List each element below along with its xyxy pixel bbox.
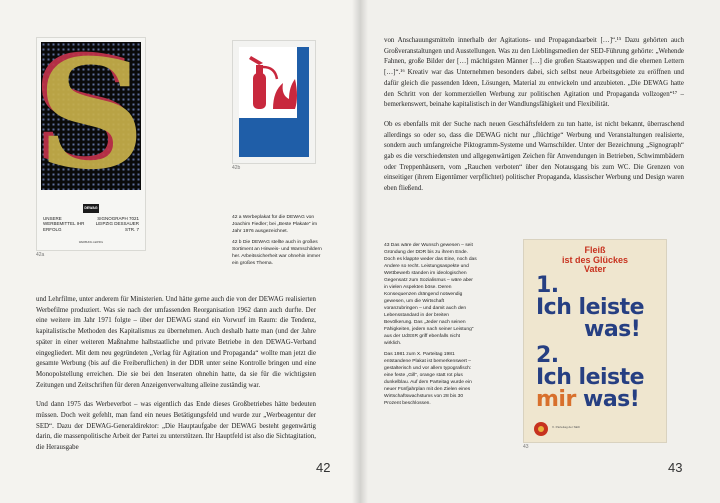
caption-paragraph: Das 1981 zum X. Parteitag 1981 entstandene Plakat ist bemerkenswert – gestalterisch und vor allem typografisch: eine feste „Gill“, orange statt rot plus dunkelblau. Auf dem Parteitag wurde ein neuer Fünfjahrplan mit den Zielen eines Wirtschaftswachstums von 28 bis 30 Prozent beschlossen.	[384, 352, 472, 406]
headline-line: Fleiß	[584, 245, 606, 255]
poster-number-2: 2.	[536, 343, 559, 368]
poster-line-mir-was	[536, 388, 639, 412]
captions-42	[232, 214, 324, 271]
warning-sign-figure	[232, 40, 316, 164]
poster-address: SIGNOGRAPH 7021 LEIPZIG DESSAUER STR. 7	[95, 216, 139, 232]
poster-accent-word: mir	[536, 387, 576, 412]
poster-letter: S	[37, 37, 146, 203]
dewag-logo: DEWAG	[83, 204, 99, 213]
figure-label-43: 43	[523, 444, 529, 450]
vater-poster-figure	[523, 239, 667, 443]
page-number-left: 42	[316, 460, 331, 475]
paragraph: und Lehrfilme, unter anderem für Ministerien. Und hätte gerne auch die von der DEWAG realisierten Werbefilme produziert. Was sie nach der umfassenden Reorganisation 1962 dann auch durfte. Der eine weitere im Jahr 1971 folgte – über der DEWAG stand ein Vorwurf im Raum: die Tendenz, kapitalistische Methoden des Kapitalismus zu übernehmen. Auch deshalb hatte man (und der Jahre später in einer weiteren Maßnahme halbstaatliche und private Betriebe in den DEWAG-Verband eingegliedert. Mit dem neu gegründeten „Verlag für Agitation und Propaganda“ wollte man jetzt die gesamte Werbung (bis auf die Freiberuflichen) in der DDR unter seine Kontrolle bringen und eine Monopolstellung erreichen. Die sie bei den Inseraten ohnehin hatte, da sie für die wichtigsten Zeitungen und Zeitschriften für deren Anzeigenverwaltung alleine zuständig war.	[36, 296, 316, 389]
left-body-text	[36, 295, 316, 463]
caption-43	[384, 242, 478, 411]
fire-extinguisher-icon	[239, 47, 309, 157]
paragraph: Ob es ebenfalls mit der Suche nach neuen Geschäftsfeldern zu tun hatte, ist nicht bekannt, überraschend allerdings so oder so, dass die DEWAG nicht nur „flüchtige“ Werbung und Veranstaltungen realisierte, sondern auch umfangreiche Piktogramm-Systeme und Warnschilder. Unter der Bezeichnung „Signograph“ gab es die verschiedensten und allgegenwärtigen Zeichen für Anwendungen in Betrieben, Schwimmbädern oder Treppenhäusern, vom „Rauchen verboten“ über den Notausgang bis zum WC. Die Grenzen von einseitiger (ihrem Eigentümer verpflichtet) politischer Propaganda, klassischer Werbung und Design waren eben fließend.	[384, 120, 684, 193]
headline-line: Vater	[583, 264, 607, 274]
right-body-text	[384, 36, 684, 204]
dewag-poster-figure	[36, 37, 146, 251]
poster-note: X. Parteitag der SED	[552, 425, 580, 429]
paragraph: von Anschauungsmitteln innerhalb der Agitations- und Propagandaarbeit […]“.¹⁵ Dazu gehörten auch Großveranstaltungen und Ausstellungen. Was zu den Lieblingsmedien der SED-Führung gehörte: „Wehende Fahnen, große Bilder der […] mächtigsten Männer […] die großen Staatswappen und die ehernen Lettern […]“.¹⁶ Kreativ war das Unternehmen besonders dabei, sich selbst neue Arbeitsgebiete zu eröffnen und dafür gleich die passenden Ideen, Lösungen, Material zu entwickeln und anzubieten. „Die DEWAG hatte den Schritt von der kommerziellen Werbung zur politischen Agitation und Propaganda vollzogen“¹⁷ – bemerkenswert, beinahe kapitalistisch in der Wandlungsfähigkeit und Flexibilität.	[384, 37, 684, 109]
figure-label-42a: 42a	[36, 252, 45, 258]
paragraph: Und dann 1975 das Werbeverbot – was eigentlich das Ende dieses Großbetriebes hätte bedeuten müssen. Doch weit gefehlt, man fand ein neues Betätigungsfeld und wurde zur „Werbeagentur der SED“. Dazu der DEWAG-Generaldirektor: „Die Hauptaufgabe der DEWAG besteht gegenwärtig darin, die massenpolitische Arbeit der Partei zu unterstützen. Ihr Hauptfeld ist also die Sichtagitation, die Herausgabe	[36, 401, 316, 452]
poster-line-end: was!	[583, 387, 640, 412]
page-number-right: 43	[668, 460, 683, 475]
caption-42b: 42 b Die DEWAG stellte auch in großes Sortiment an Hinweis- und Warnschildern her. Arbeitssicherheit war ohnehin immer ein großes Thema.	[232, 240, 322, 266]
poster-slogan: UNSERE WERBEMITTEL IHR ERFOLG	[43, 216, 85, 232]
caption-42a: 42 a Werbeplakat für die DEWAG von Joachim Fiedler; bei „Beste Plakate“ im Jahr 1976 ausgezeichnet.	[232, 215, 318, 234]
poster-line-was: was!	[584, 317, 641, 342]
poster-line-ich-leiste: Ich leiste	[536, 295, 645, 320]
poster-line-ich-leiste-2: Ich leiste	[536, 365, 645, 390]
poster-logo-sub: WERBUNG LEIPZIG	[78, 241, 104, 244]
figure-label-42b: 42b	[232, 165, 241, 171]
emblem-center	[538, 426, 544, 432]
poster-headline	[524, 246, 666, 275]
book-gutter	[352, 0, 368, 503]
caption-paragraph: 43 Das wäre der Wunsch gewesen – seit Gründung der DDR bis zu ihrem Ende. Doch es klappte weder das Eine, noch das Andere so recht. Leistungsaspekte und Wettbewerb standen im ideologischen Gegensatz zum Sozialismus – wäre aber in vielen Aspekten böse. Deren Konsequenzen drängend notwendig gewesen, um die Wirtschaft voranzubringen – und damit auch den Lebensstandard in der breiten Bevölkerung. Das „Jeder nach seinen Fähigkeiten, jedem nach seiner Leistung“ aus der UdSSR griff ebenfalls nicht wirklich.	[384, 243, 477, 346]
headline-line: ist des Glückes	[561, 254, 629, 265]
poster-number-1: 1.	[536, 273, 559, 298]
